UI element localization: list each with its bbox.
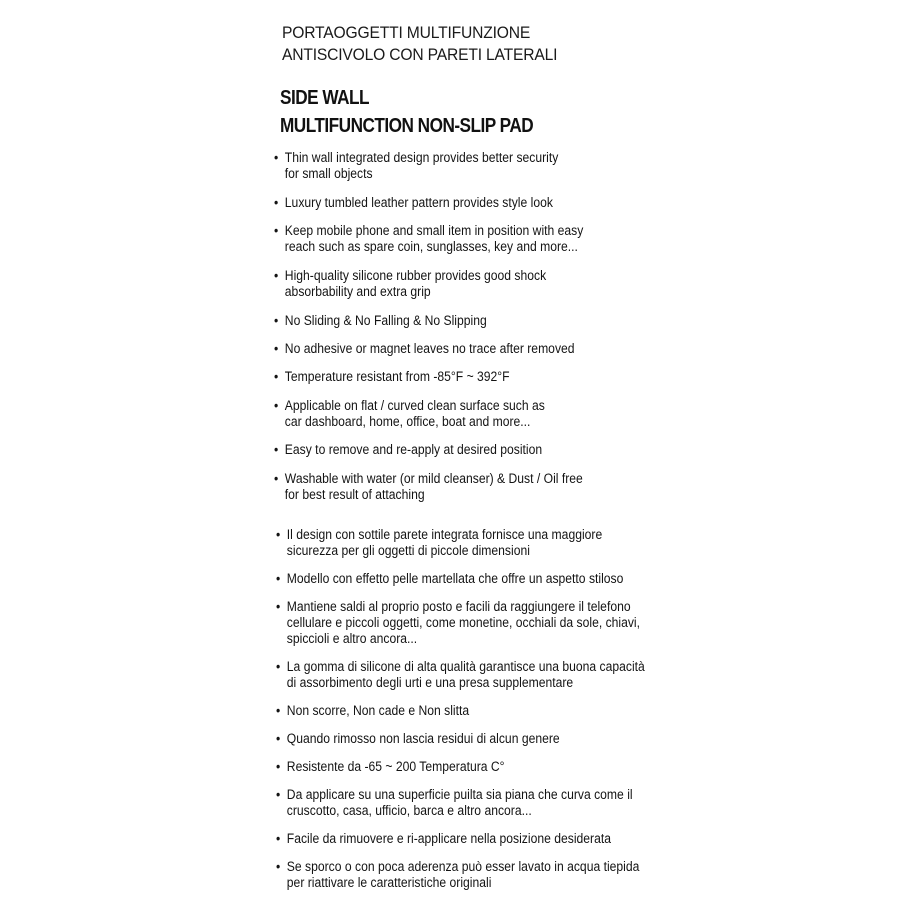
feature-item: • Mantiene saldi al proprio posto e facili da raggiungere il telefono cellulare e piccoli oggetti, come monetine, occhiali da sole, chiavi, spiccioli e altro ancora... xyxy=(276,599,654,647)
feature-item: • Il design con sottile parete integrata fornisce una maggiore sicurezza per gli oggetti di piccole dimensioni xyxy=(276,527,654,559)
feature-item: • Easy to remove and re-apply at desired position xyxy=(274,442,652,458)
feature-item: • No Sliding & No Falling & No Slipping xyxy=(274,313,652,329)
title-italian xyxy=(282,22,613,66)
title-english xyxy=(280,84,590,140)
feature-item: • Temperature resistant from -85°F ~ 392°F xyxy=(274,369,652,385)
feature-item: • High-quality silicone rubber provides good shock absorbability and extra grip xyxy=(274,268,652,300)
title-italian-line-1: PORTAOGGETTI MULTIFUNZIONE xyxy=(282,23,531,42)
title-english-line-2: MULTIFUNCTION NON-SLIP PAD xyxy=(280,115,534,137)
feature-item: • La gomma di silicone di alta qualità garantisce una buona capacità di assorbimento degli urti e una presa supplementare xyxy=(276,659,654,691)
feature-item: • Non scorre, Non cade e Non slitta xyxy=(276,703,654,719)
feature-item: • Se sporco o con poca aderenza può esser lavato in acqua tiepida per riattivare le caratteristiche originali xyxy=(276,859,654,891)
feature-item: • Quando rimosso non lascia residui di alcun genere xyxy=(276,731,654,747)
feature-item: • Da applicare su una superficie puilta sia piana che curva come il cruscotto, casa, ufficio, barca e altro ancora... xyxy=(276,787,654,819)
feature-item: • Thin wall integrated design provides better security for small objects xyxy=(274,150,652,182)
title-italian-line-2: ANTISCIVOLO CON PARETI LATERALI xyxy=(282,45,558,64)
feature-item: • Resistente da -65 ~ 200 Temperatura C° xyxy=(276,759,654,775)
feature-item: • Luxury tumbled leather pattern provides style look xyxy=(274,195,652,211)
feature-item: • Washable with water (or mild cleanser) & Dust / Oil free for best result of attaching xyxy=(274,471,652,503)
title-english-line-1: SIDE WALL xyxy=(280,87,370,109)
features-list-english xyxy=(274,150,694,503)
feature-item: • Applicable on flat / curved clean surface such as car dashboard, home, office, boat and more... xyxy=(274,398,652,430)
feature-item: • Modello con effetto pelle martellata che offre un aspetto stiloso xyxy=(276,571,654,587)
features-list-italian xyxy=(276,527,696,891)
feature-item: • No adhesive or magnet leaves no trace after removed xyxy=(274,341,652,357)
feature-item: • Keep mobile phone and small item in position with easy reach such as spare coin, sunglasses, key and more... xyxy=(274,223,652,255)
feature-item: • Facile da rimuovere e ri-applicare nella posizione desiderata xyxy=(276,831,654,847)
